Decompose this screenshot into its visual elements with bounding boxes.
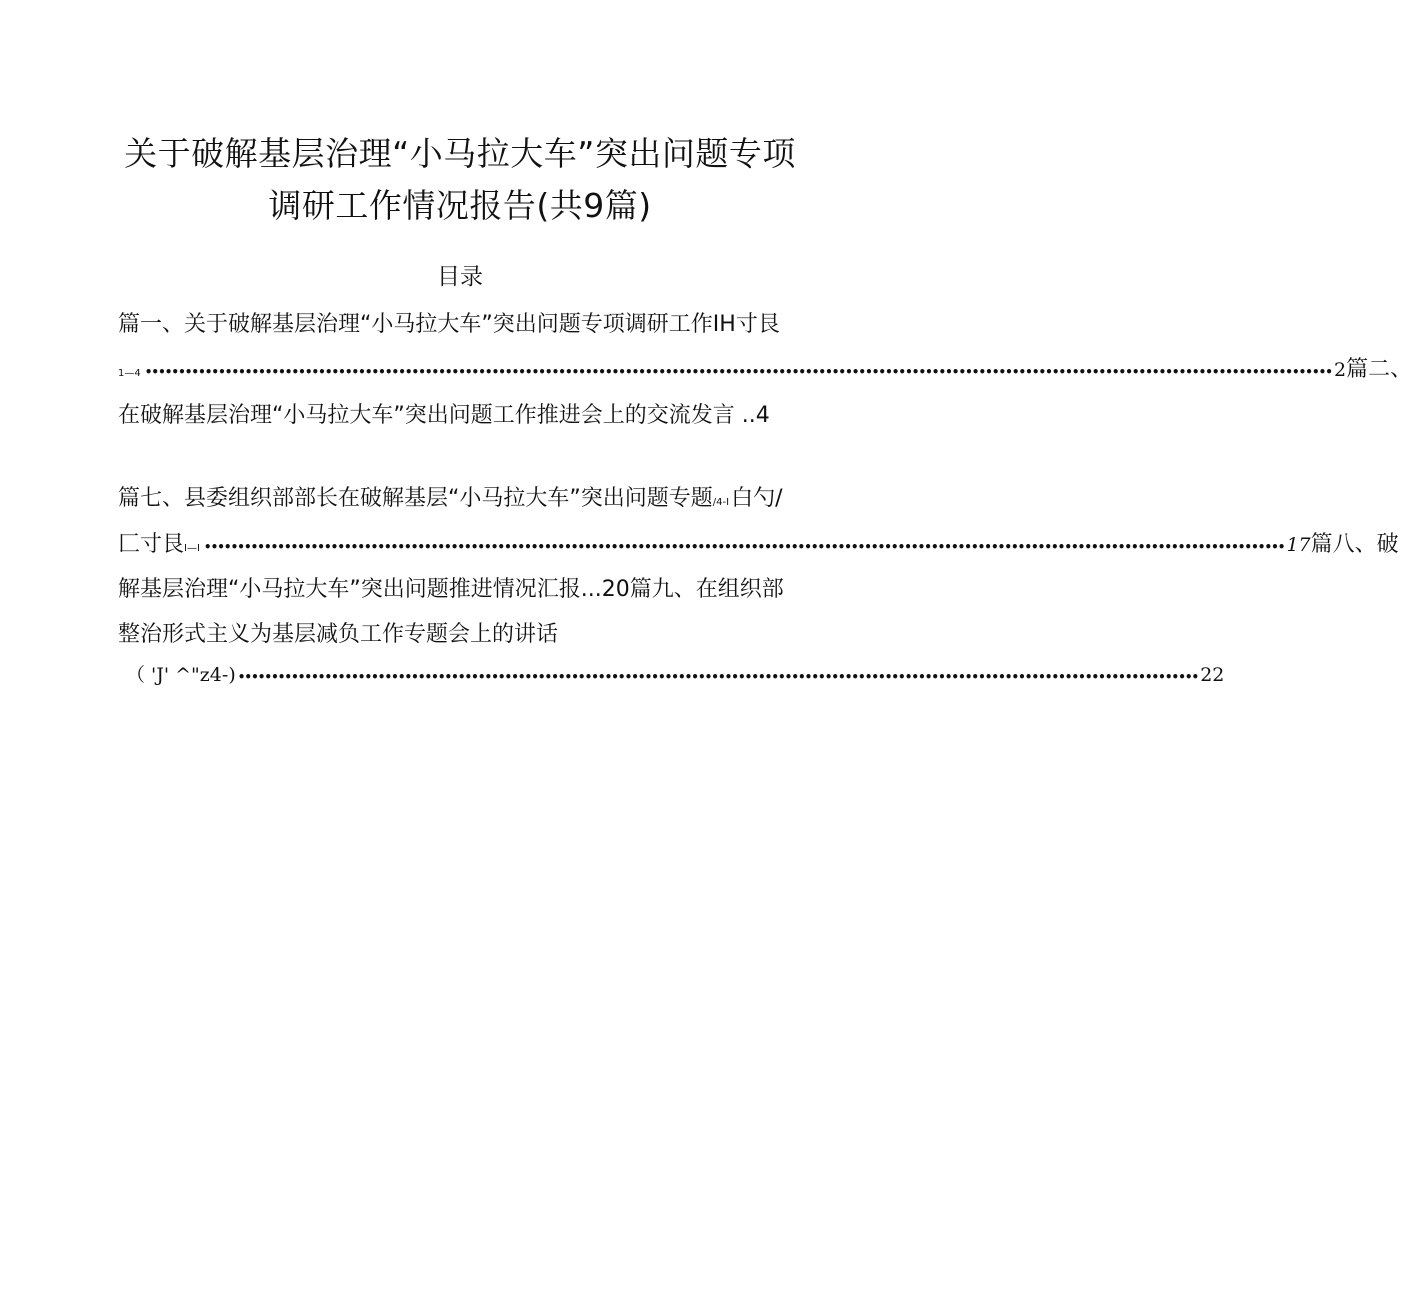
toc-leader-dots-3: •••••••••••••••••••••••••••••••••••••••••••••••••••••••••••••••••••••••••••••••••••••••••••••••••••••••••••••••••••••••••••••••••••••••••••••••• [237, 670, 1199, 684]
toc-line-5 [118, 527, 1399, 558]
toc-entry-8-text: 解基层治理“小马拉大车”突出问题推进情况汇报...20篇九、在组织部 [118, 577, 784, 602]
toc-entry-7-page: 17 [1286, 534, 1311, 556]
toc-entry-9-text: 整治形式主义为基层减负工作专题会上的讲话 [118, 622, 559, 647]
toc-line-4 [118, 481, 833, 512]
toc-entry-2-text: 在破解基层治理“小马拉大车”突出问题工作推进会上的交流发言 ..4 [118, 403, 770, 428]
toc-entry-8-label: 篇八、破 [1310, 532, 1399, 557]
toc-line-3 [118, 398, 833, 429]
toc-entry-7-garbled-prefix: 匚寸艮 [118, 532, 185, 557]
toc-entry-7-tail: 白勺/ [731, 486, 783, 511]
document-title-line-2: 调研工作情况报告(共9篇) [268, 186, 652, 225]
toc-leader-dots-2: •••••••••••••••••••••••••••••••••••••••••••••••••••••••••••••••••••••••••••••••••••••••••••••••••••••••••••••••••••••••••••••••••••••••••••••••••••••••••••••••••• [203, 540, 1285, 554]
toc-line-1 [118, 307, 833, 338]
toc-line-6 [118, 572, 833, 603]
toc-entry-9-page: 22 [1200, 664, 1225, 686]
toc-entry-7-garbled-small: I—I [184, 543, 200, 554]
toc-entry-7-text: 篇七、县委组织部部长在破解基层“小马拉大车”突出问题专题 [118, 486, 713, 511]
toc-entry-2-label: 篇二、 [1346, 357, 1412, 382]
toc-heading: 目录 [437, 264, 483, 290]
toc-entry-9-garbled-prefix: （ 'J' ^"z4-) [126, 664, 236, 686]
toc-entry-1-page: 2 [1333, 359, 1347, 381]
toc-line-8 [126, 660, 1225, 687]
toc-line-2 [118, 352, 1412, 383]
toc-line-7 [118, 617, 833, 648]
document-title-line-1: 关于破解基层治理“小马拉大车”突出问题专项 [124, 134, 796, 173]
toc-leader-dots: •••••••••••••••••••••••••••••••••••••••••••••••••••••••••••••••••••••••••••••••••••••••••••••••••••••••••••••••••••••••••••••••••••••••••••••••••••••••••••••••••••••••••••••••••• [144, 365, 1332, 379]
toc-entry-1-text: 篇一、关于破解基层治理“小马拉大车”突出问题专项调研工作IH寸艮 [118, 312, 780, 337]
toc-entry-7-garbled-mark: /4-I [712, 497, 730, 508]
toc-entry-1-garbled-suffix: 1—4 [118, 368, 141, 379]
